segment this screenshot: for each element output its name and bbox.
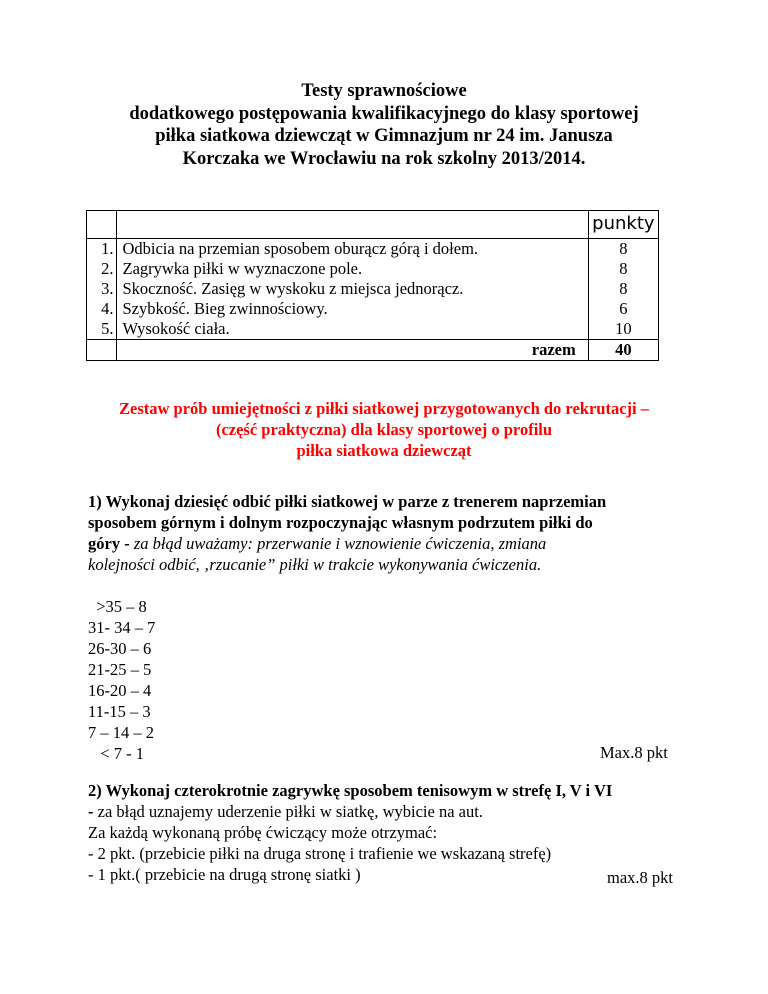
table-header-row xyxy=(87,211,659,239)
header-cell-empty xyxy=(117,211,588,239)
exercise-1-line: sposobem górnym i dolnym rozpoczynając własnym podrzutem piłki do xyxy=(88,513,593,532)
total-cell-empty xyxy=(87,340,117,361)
exercise-2-text: za błąd uznajemy uderzenie piłki w siatkę, wybicie na aut. xyxy=(97,802,483,821)
header-cell-empty xyxy=(87,211,117,239)
item-number: 2. xyxy=(101,259,114,278)
total-value: 40 xyxy=(588,340,658,361)
title-line: dodatkowego postępowania kwalifikacyjnego do klasy sportowej xyxy=(129,103,639,124)
total-label: razem xyxy=(117,340,588,361)
exercise-2-bold-part: - xyxy=(88,802,98,821)
exercise-1-line: 1) Wykonaj dziesięć odbić piłki siatkowej w parze z trenerem naprzemian xyxy=(88,492,607,511)
item-description: Szybkość. Bieg zwinnościowy. xyxy=(122,299,328,318)
exercise-1-line xyxy=(88,533,688,554)
table-total-row xyxy=(87,340,659,361)
item-description: Wysokość ciała. xyxy=(122,319,230,338)
item-description: Odbicia na przemian sposobem oburącz górą i dołem. xyxy=(122,239,479,258)
table-items-row xyxy=(87,239,659,340)
item-number: 5. xyxy=(101,319,114,338)
document-title xyxy=(60,80,708,170)
title-line: piłka siatkowa dziewcząt w Gimnazjum nr 24 im. Janusza xyxy=(155,126,613,146)
exercise-1-max: Max.8 pkt xyxy=(600,743,668,762)
item-description: Zagrywka piłki w wyznaczone pole. xyxy=(122,259,363,278)
exercise-2-line: - 1 pkt.( przebicie na drugą stronę siatki ) xyxy=(88,865,361,884)
scale-entry: 16-20 – 4 xyxy=(88,681,152,700)
item-number: 1. xyxy=(101,239,114,258)
scoring-scale xyxy=(88,596,155,764)
exercise-2-max: max.8 pkt xyxy=(607,868,673,887)
scale-entry: >35 – 8 xyxy=(88,597,147,616)
item-point-value: 8 xyxy=(619,239,628,258)
scale-entry: 21-25 – 5 xyxy=(88,660,152,679)
exercise-2-line: Za każdą wykonaną próbę ćwiczący może otrzymać: xyxy=(88,823,438,842)
red-heading-line: (część praktyczna) dla klasy sportowej o profilu xyxy=(215,420,553,439)
red-heading xyxy=(60,398,708,461)
item-numbers xyxy=(87,239,117,340)
red-heading-line: Zestaw prób umiejętności z piłki siatkowej przygotowanych do rekrutacji – xyxy=(119,399,649,418)
item-descriptions xyxy=(117,239,588,340)
exercise-1-italic-part: za błąd uważamy: przerwanie i wznowienie ćwiczenia, zmiana xyxy=(133,534,547,553)
exercise-2-line: - 2 pkt. (przebicie piłki na druga stronę i trafienie we wskazaną strefę) xyxy=(88,844,552,863)
item-description: Skoczność. Zasięg w wyskoku z miejsca jednorącz. xyxy=(122,279,464,298)
item-point-value: 8 xyxy=(619,259,628,278)
exercise-1-italic-part: kolejności odbić, ‚rzucanie” piłki w trakcie wykonywania ćwiczenia. xyxy=(88,555,542,574)
points-table xyxy=(86,210,659,361)
item-point-value: 8 xyxy=(619,279,628,298)
title-line: Korczaka we Wrocławiu na rok szkolny 2013/2014. xyxy=(182,148,586,169)
item-number: 3. xyxy=(101,279,114,298)
item-number: 4. xyxy=(101,299,114,318)
scale-entry: 26-30 – 6 xyxy=(88,639,152,658)
item-points xyxy=(588,239,658,340)
title-line: Testy sprawnościowe xyxy=(301,81,467,101)
scale-entry: < 7 - 1 xyxy=(88,744,145,763)
header-points: punkty xyxy=(588,211,658,239)
exercise-1-line xyxy=(88,554,688,575)
exercise-1 xyxy=(88,491,688,575)
red-heading-line: piłka siatkowa dziewcząt xyxy=(296,441,472,460)
exercise-2-line xyxy=(88,801,708,822)
exercise-1-bold-part: góry - xyxy=(88,534,134,553)
exercise-2-line: 2) Wykonaj czterokrotnie zagrywkę sposobem tenisowym w strefę I, V i VI xyxy=(88,781,613,800)
item-point-value: 6 xyxy=(619,299,628,318)
scale-entry: 11-15 – 3 xyxy=(88,702,151,721)
scale-entry: 7 – 14 – 2 xyxy=(88,723,154,742)
scale-entry: 31- 34 – 7 xyxy=(88,618,156,637)
item-point-value: 10 xyxy=(615,319,632,338)
